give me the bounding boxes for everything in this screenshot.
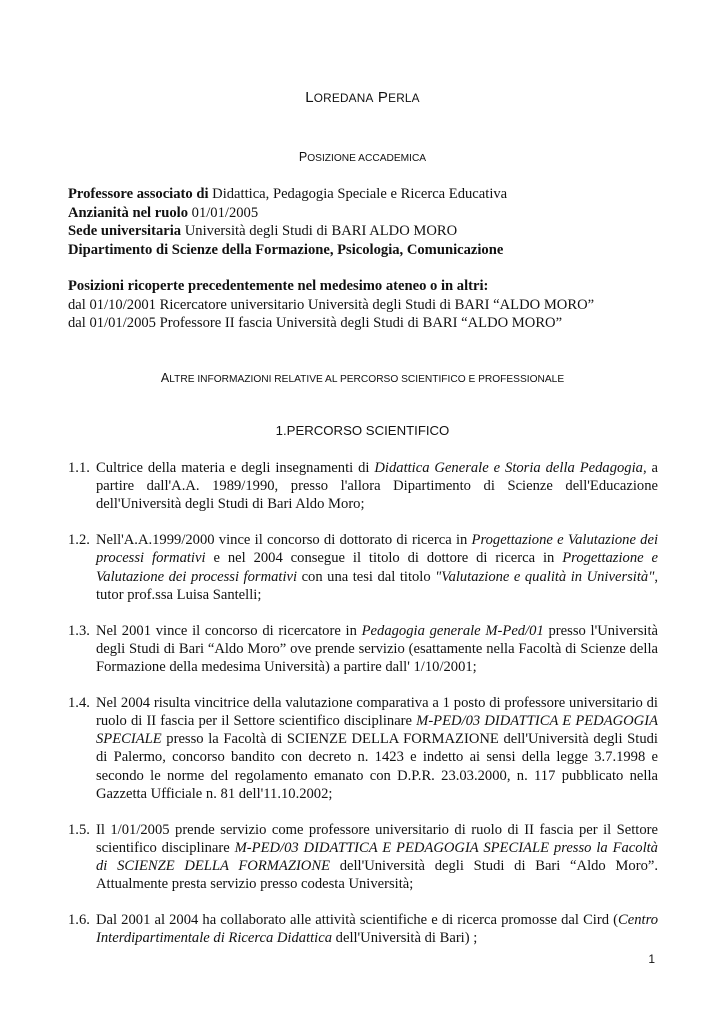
previous-line-2: dal 01/01/2005 Professore II fascia Università degli Studi di BARI “ALDO MORO” xyxy=(68,315,563,331)
list-item: 1.3. Nel 2001 vince il concorso di ricercatore in Pedagogia generale M-Ped/01 presso l'Università degli Studi di Bari “Aldo Moro” ove prende servizio (esattamente nella Facoltà di Scienze della Formazione della medesima Università) a partire dall' 1/10/2001; xyxy=(68,622,659,676)
section-title: 1.PERCORSO SCIENTIFICO xyxy=(275,423,450,438)
other-info-heading: ALTRE INFORMAZIONI RELATIVE AL PERCORSO SCIENTIFICO E PROFESSIONALE xyxy=(160,371,565,385)
list-item: 1.6. Dal 2001 al 2004 ha collaborato alle attività scientifiche e di ricerca promosse dal Cird (Centro Interdipartimentale di Ricerca Didattica dell'Università di Bari) ; xyxy=(68,912,658,947)
role-line: Professore associato di Didattica, Pedagogia Speciale e Ricerca Educativa xyxy=(68,186,508,202)
list-item: 1.4. Nel 2004 risulta vincitrice della valutazione comparativa a 1 posto di professore universitario di ruolo di II fascia per il Settore scientifico disciplinare M-PED/03 DIDATTICA E PEDAGOGIA SPECIALE presso la Facoltà di SCIENZE DELLA FORMAZIONE dell'Università degli Studi di Palermo, concorso bandito con decreto n. 1423 e indetto ai sensi della legge 3.7.1998 e secondo le norme del regolamento emanato con D.P.R. 23.03.2000, n. 117 pubblicato nella Gazzetta Ufficiale n. 81 dell'11.10.2002; xyxy=(68,694,658,802)
list-item: 1.2. Nell'A.A.1999/2000 vince il concorso di dottorato di ricerca in Progettazione e Valutazione dei processi formativi e nel 2004 consegue il titolo di dottore di ricerca in Progettazione e Valutazione dei processi formativi con una tesi dal titolo "Valutazione e qualità in Università", tutor prof.ssa Luisa Santelli; xyxy=(68,532,659,603)
author-name: LOREDANA PERLA xyxy=(305,89,420,106)
page-number: 1 xyxy=(648,952,655,966)
list-item: 1.1. Cultrice della materia e degli insegnamenti di Didattica Generale e Storia della Pedagogia, a partire dall'A.A. 1989/1990, presso l'allora Dipartimento di Scienze dell'Educazione dell'Università degli Studi di Bari Aldo Moro; xyxy=(68,460,658,513)
department-line: Dipartimento di Scienze della Formazione, Psicologia, Comunicazione xyxy=(68,241,504,258)
previous-line-1: dal 01/10/2001 Ricercatore universitario Università degli Studi di BARI “ALDO MORO” xyxy=(68,296,595,313)
position-heading: POSIZIONE ACCADEMICA xyxy=(298,150,427,164)
list-item: 1.5. Il 1/01/2005 prende servizio come professore universitario di ruolo di II fascia per il Settore scientifico disciplinare M-PED/03 DIDATTICA E PEDAGOGIA SPECIALE presso la Facoltà di SCIENZE DELLA FORMAZIONE dell'Università degli Studi di Bari “Aldo Moro”. Attualmente presta servizio presso codesta Università; xyxy=(68,821,658,893)
seniority-line: Anzianità nel ruolo 01/01/2005 xyxy=(68,204,259,221)
items-list xyxy=(68,459,658,965)
seat-line: Sede universitaria Università degli Studi di BARI ALDO MORO xyxy=(68,223,458,239)
previous-heading: Posizioni ricoperte precedentemente nel medesimo ateneo o in altri: xyxy=(68,278,489,294)
